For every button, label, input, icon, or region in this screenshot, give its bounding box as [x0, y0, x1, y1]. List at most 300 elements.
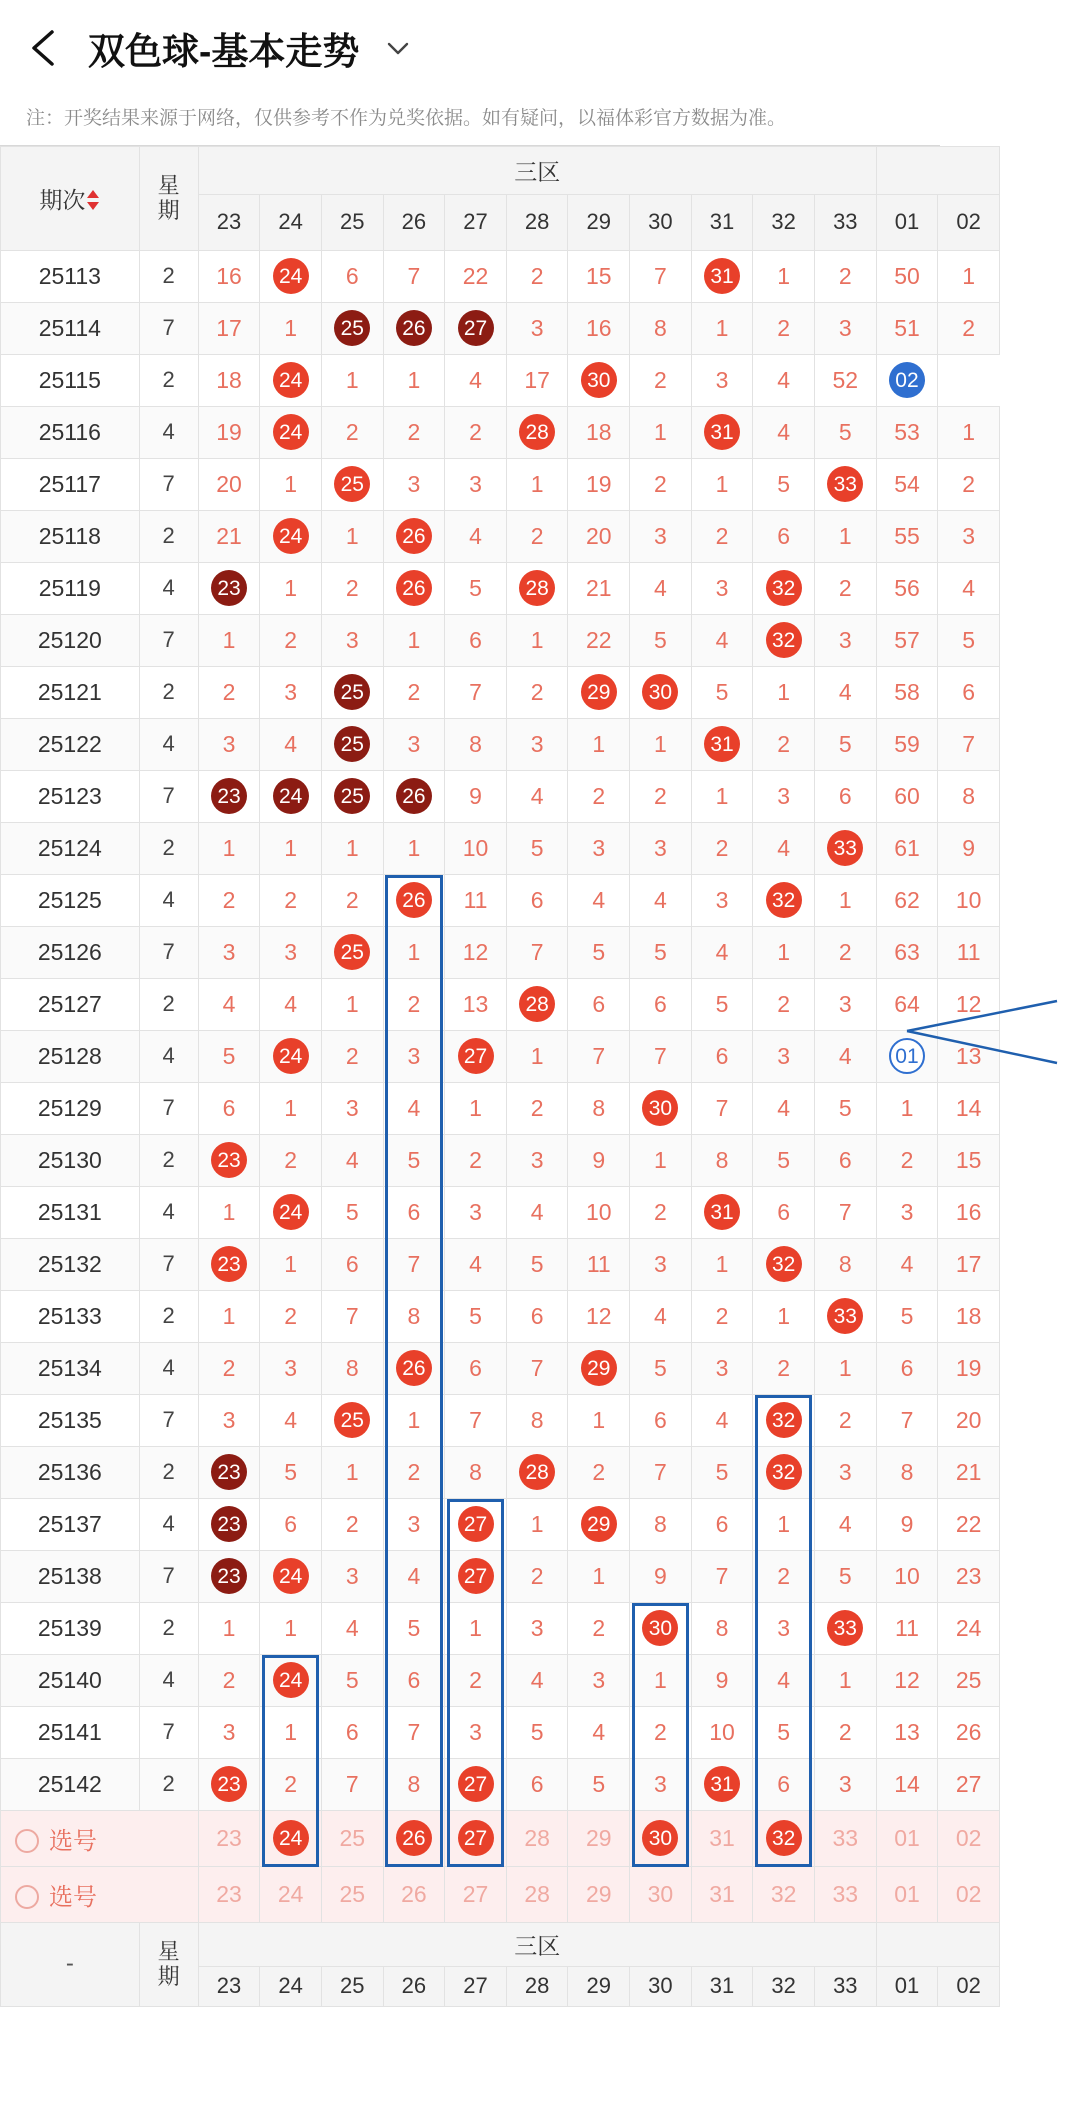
cell-25[interactable]: 6	[321, 250, 383, 302]
cell-30[interactable]: 4	[630, 1290, 692, 1342]
ball-26[interactable]: 26	[396, 570, 432, 606]
cell-24[interactable]: 5	[260, 1446, 322, 1498]
cell-23[interactable]: 3	[198, 926, 260, 978]
table-row[interactable]	[1, 666, 1000, 718]
cell-33[interactable]: 1	[814, 1342, 876, 1394]
ball-32[interactable]: 32	[766, 1402, 802, 1438]
pick-cell-24[interactable]: 24	[260, 1866, 322, 1922]
cell-26[interactable]: 3	[383, 458, 445, 510]
cell-32[interactable]: 2	[753, 1550, 815, 1602]
cell-23[interactable]: 5	[198, 1030, 260, 1082]
cell-01[interactable]: 53	[876, 406, 938, 458]
cell-01[interactable]: 6	[876, 1342, 938, 1394]
row-issue[interactable]: 25116	[1, 406, 140, 458]
cell-27[interactable]: 12	[445, 926, 507, 978]
cell-31[interactable]: 9	[691, 1654, 753, 1706]
cell-02[interactable]: 12	[938, 978, 1000, 1030]
cell-27[interactable]: 3	[445, 1706, 507, 1758]
cell-24[interactable]: 2	[260, 874, 322, 926]
ball-30[interactable]: 30	[642, 674, 678, 710]
ball-31[interactable]: 31	[704, 1194, 740, 1230]
pick-cell-23[interactable]: 23	[198, 1810, 260, 1866]
ball-23[interactable]: 23	[211, 1506, 247, 1542]
footer-col-25[interactable]: 25	[321, 1966, 383, 2006]
cell-28[interactable]: 1	[506, 1030, 568, 1082]
ball-25[interactable]: 25	[334, 726, 370, 762]
ball-24[interactable]: 24	[273, 1662, 309, 1698]
cell-24[interactable]: 1	[260, 822, 322, 874]
cell-26[interactable]: 5	[383, 1134, 445, 1186]
cell-30[interactable]: 5	[630, 926, 692, 978]
ball-32[interactable]: 32	[766, 1246, 802, 1282]
cell-02[interactable]: 11	[938, 926, 1000, 978]
col-27[interactable]: 27	[445, 194, 507, 250]
cell-27[interactable]	[445, 302, 507, 354]
cell-28[interactable]: 5	[506, 822, 568, 874]
cell-32[interactable]: 6	[753, 510, 815, 562]
cell-01[interactable]: 59	[876, 718, 938, 770]
cell-27[interactable]: 13	[445, 978, 507, 1030]
cell-33[interactable]: 5	[814, 406, 876, 458]
cell-23[interactable]	[198, 562, 260, 614]
table-row[interactable]	[1, 822, 1000, 874]
table-row[interactable]	[1, 1238, 1000, 1290]
pick-cell-02[interactable]: 02	[938, 1866, 1000, 1922]
cell-31[interactable]: 4	[691, 1394, 753, 1446]
ball-25[interactable]: 25	[334, 310, 370, 346]
cell-29[interactable]: 9	[568, 1134, 630, 1186]
cell-32[interactable]: 1	[753, 1498, 815, 1550]
cell-28[interactable]: 2	[506, 510, 568, 562]
cell-33[interactable]: 3	[814, 1758, 876, 1810]
cell-33[interactable]: 3	[814, 978, 876, 1030]
cell-32[interactable]: 1	[753, 666, 815, 718]
row-issue[interactable]: 25139	[1, 1602, 140, 1654]
cell-29[interactable]: 22	[568, 614, 630, 666]
footer-col-28[interactable]: 28	[506, 1966, 568, 2006]
cell-33[interactable]: 3	[814, 302, 876, 354]
cell-32[interactable]	[753, 1446, 815, 1498]
ball-24[interactable]: 24	[273, 518, 309, 554]
cell-27[interactable]: 3	[445, 1186, 507, 1238]
ball-23[interactable]: 23	[211, 1246, 247, 1282]
cell-33[interactable]: 3	[814, 1446, 876, 1498]
cell-30[interactable]: 5	[630, 614, 692, 666]
cell-32[interactable]: 4	[753, 822, 815, 874]
row-issue[interactable]: 25114	[1, 302, 140, 354]
cell-23[interactable]: 3	[198, 1706, 260, 1758]
pick-cell-26[interactable]: 26	[383, 1866, 445, 1922]
pick-cell-24[interactable]	[260, 1810, 322, 1866]
col-26[interactable]: 26	[383, 194, 445, 250]
ball-29[interactable]: 29	[581, 674, 617, 710]
cell-02[interactable]: 1	[938, 406, 1000, 458]
table-row[interactable]	[1, 718, 1000, 770]
ball-23[interactable]: 23	[211, 1142, 247, 1178]
cell-24[interactable]: 6	[260, 1498, 322, 1550]
cell-32[interactable]: 1	[753, 1290, 815, 1342]
cell-33[interactable]: 4	[814, 1030, 876, 1082]
cell-25[interactable]: 6	[321, 1238, 383, 1290]
cell-31[interactable]: 5	[691, 1446, 753, 1498]
cell-01[interactable]: 7	[876, 1394, 938, 1446]
pick-cell-01[interactable]: 01	[876, 1810, 938, 1866]
cell-28[interactable]: 7	[506, 926, 568, 978]
cell-23[interactable]: 1	[198, 822, 260, 874]
cell-31[interactable]	[691, 250, 753, 302]
pick-cell-31[interactable]: 31	[691, 1866, 753, 1922]
cell-28[interactable]: 6	[506, 1758, 568, 1810]
cell-25[interactable]: 7	[321, 1290, 383, 1342]
cell-26[interactable]	[383, 1342, 445, 1394]
pick-cell-28[interactable]: 28	[506, 1866, 568, 1922]
cell-30[interactable]: 2	[630, 458, 692, 510]
table-row[interactable]	[1, 1602, 1000, 1654]
cell-27[interactable]: 6	[445, 1342, 507, 1394]
cell-31[interactable]: 6	[691, 1498, 753, 1550]
cell-31[interactable]: 5	[691, 666, 753, 718]
cell-24[interactable]: 1	[260, 1238, 322, 1290]
pick-cell-29[interactable]: 29	[568, 1866, 630, 1922]
cell-01[interactable]: 57	[876, 614, 938, 666]
table-row[interactable]	[1, 458, 1000, 510]
cell-25[interactable]	[321, 718, 383, 770]
cell-02[interactable]: 8	[938, 770, 1000, 822]
cell-25[interactable]: 1	[321, 510, 383, 562]
cell-32[interactable]: 1	[753, 250, 815, 302]
cell-30[interactable]: 3	[630, 822, 692, 874]
cell-29[interactable]: 19	[568, 458, 630, 510]
cell-27[interactable]: 1	[445, 1602, 507, 1654]
row-issue[interactable]: 25128	[1, 1030, 140, 1082]
col-23[interactable]: 23	[198, 194, 260, 250]
cell-30[interactable]: 3	[630, 510, 692, 562]
cell-28[interactable]: 2	[506, 1082, 568, 1134]
row-issue[interactable]: 25121	[1, 666, 140, 718]
cell-30[interactable]	[630, 1082, 692, 1134]
cell-29[interactable]: 15	[568, 250, 630, 302]
cell-26[interactable]	[383, 770, 445, 822]
row-issue[interactable]: 25119	[1, 562, 140, 614]
table-row[interactable]	[1, 1654, 1000, 1706]
cell-32[interactable]	[753, 1238, 815, 1290]
cell-27[interactable]	[445, 1758, 507, 1810]
ball-01[interactable]: 01	[889, 1038, 925, 1074]
cell-01[interactable]: 64	[876, 978, 938, 1030]
cell-28[interactable]: 7	[506, 1342, 568, 1394]
ball-27[interactable]: 27	[458, 310, 494, 346]
ball-32[interactable]: 32	[766, 622, 802, 658]
ball-32[interactable]: 32	[766, 882, 802, 918]
cell-24[interactable]: 1	[260, 1602, 322, 1654]
cell-25[interactable]: 4	[321, 1602, 383, 1654]
cell-33[interactable]: 5	[814, 1550, 876, 1602]
cell-23[interactable]	[198, 1498, 260, 1550]
table-row[interactable]	[1, 1394, 1000, 1446]
cell-27[interactable]: 4	[445, 510, 507, 562]
cell-30[interactable]: 1	[630, 406, 692, 458]
footer-col-29[interactable]: 29	[568, 1966, 630, 2006]
cell-33[interactable]: 2	[814, 926, 876, 978]
cell-26[interactable]: 2	[383, 406, 445, 458]
cell-33[interactable]: 1	[814, 1654, 876, 1706]
cell-28[interactable]	[506, 1446, 568, 1498]
ball-24[interactable]: 24	[273, 1558, 309, 1594]
cell-24[interactable]	[260, 770, 322, 822]
cell-32[interactable]: 5	[753, 458, 815, 510]
cell-25[interactable]: 3	[321, 1550, 383, 1602]
ball-25[interactable]: 25	[334, 466, 370, 502]
cell-33[interactable]: 2	[814, 1394, 876, 1446]
cell-26[interactable]: 6	[383, 1654, 445, 1706]
cell-27[interactable]: 7	[445, 1394, 507, 1446]
cell-23[interactable]: 3	[198, 718, 260, 770]
cell-23[interactable]: 17	[198, 302, 260, 354]
pick-cell-25[interactable]: 25	[321, 1810, 383, 1866]
cell-24[interactable]: 2	[260, 1290, 322, 1342]
cell-25[interactable]: 2	[321, 562, 383, 614]
ball-25[interactable]: 25	[334, 778, 370, 814]
cell-23[interactable]: 19	[198, 406, 260, 458]
cell-24[interactable]: 4	[260, 978, 322, 1030]
col-28[interactable]: 28	[506, 194, 568, 250]
cell-02[interactable]: 4	[938, 562, 1000, 614]
cell-27[interactable]: 2	[445, 406, 507, 458]
cell-26[interactable]: 4	[383, 1082, 445, 1134]
cell-27[interactable]: 2	[445, 1134, 507, 1186]
cell-02[interactable]: 9	[938, 822, 1000, 874]
cell-24[interactable]: 1	[260, 1706, 322, 1758]
cell-29[interactable]	[568, 666, 630, 718]
table-row[interactable]	[1, 302, 1000, 354]
cell-26[interactable]: 3	[383, 1498, 445, 1550]
cell-28[interactable]: 2	[506, 1550, 568, 1602]
cell-24[interactable]	[260, 1550, 322, 1602]
cell-33[interactable]	[814, 1290, 876, 1342]
cell-29[interactable]: 21	[568, 562, 630, 614]
cell-25[interactable]: 6	[321, 1706, 383, 1758]
cell-25[interactable]: 2	[321, 874, 383, 926]
ball-28[interactable]: 28	[519, 1454, 555, 1490]
table-row[interactable]	[1, 1134, 1000, 1186]
cell-01[interactable]: 10	[876, 1550, 938, 1602]
ball-23[interactable]: 23	[211, 1558, 247, 1594]
cell-31[interactable]: 3	[691, 562, 753, 614]
ball-24[interactable]: 24	[273, 258, 309, 294]
cell-28[interactable]: 1	[506, 614, 568, 666]
cell-31[interactable]: 4	[691, 614, 753, 666]
footer-col-01[interactable]: 01	[876, 1966, 938, 2006]
cell-29[interactable]: 18	[568, 406, 630, 458]
pick-cell-27[interactable]: 27	[445, 1866, 507, 1922]
row-issue[interactable]: 25133	[1, 1290, 140, 1342]
row-issue[interactable]: 25142	[1, 1758, 140, 1810]
cell-02[interactable]: 17	[938, 1238, 1000, 1290]
cell-30[interactable]: 2	[630, 354, 692, 406]
cell-33[interactable]: 5	[814, 718, 876, 770]
table-row[interactable]	[1, 1706, 1000, 1758]
pick-cell-26[interactable]	[383, 1810, 445, 1866]
cell-28[interactable]	[506, 562, 568, 614]
cell-27[interactable]	[445, 1550, 507, 1602]
ball-26[interactable]: 26	[396, 1350, 432, 1386]
cell-28[interactable]	[506, 406, 568, 458]
cell-31[interactable]: 1	[691, 302, 753, 354]
cell-02[interactable]: 16	[938, 1186, 1000, 1238]
cell-28[interactable]: 3	[506, 718, 568, 770]
cell-23[interactable]: 21	[198, 510, 260, 562]
cell-32[interactable]: 4	[753, 1082, 815, 1134]
footer-col-23[interactable]: 23	[198, 1966, 260, 2006]
footer-col-33[interactable]: 33	[814, 1966, 876, 2006]
cell-33[interactable]: 2	[814, 250, 876, 302]
cell-27[interactable]	[445, 1498, 507, 1550]
footer-col-26[interactable]: 26	[383, 1966, 445, 2006]
ball-28[interactable]: 28	[519, 570, 555, 606]
cell-28[interactable]	[506, 978, 568, 1030]
cell-30[interactable]: 9	[630, 1550, 692, 1602]
cell-28[interactable]: 4	[506, 1186, 568, 1238]
cell-01[interactable]: 50	[876, 250, 938, 302]
cell-26[interactable]: 5	[383, 1602, 445, 1654]
cell-26[interactable]	[383, 302, 445, 354]
cell-31[interactable]: 1	[691, 770, 753, 822]
cell-28[interactable]: 1	[506, 1498, 568, 1550]
cell-27[interactable]: 5	[445, 1290, 507, 1342]
cell-27[interactable]: 1	[445, 1082, 507, 1134]
cell-29[interactable]: 20	[568, 510, 630, 562]
table-row[interactable]	[1, 562, 1000, 614]
cell-33[interactable]: 4	[814, 1498, 876, 1550]
footer-col-32[interactable]: 32	[753, 1966, 815, 2006]
col-29[interactable]: 29	[568, 194, 630, 250]
footer-col-24[interactable]: 24	[260, 1966, 322, 2006]
cell-30[interactable]: 8	[630, 302, 692, 354]
cell-32[interactable]: 6	[753, 1186, 815, 1238]
row-issue[interactable]: 25120	[1, 614, 140, 666]
cell-25[interactable]: 2	[321, 406, 383, 458]
ball-30[interactable]: 30	[642, 1090, 678, 1126]
cell-31[interactable]: 5	[691, 978, 753, 1030]
cell-25[interactable]: 1	[321, 354, 383, 406]
row-issue[interactable]: 25113	[1, 250, 140, 302]
table-row[interactable]	[1, 1030, 1000, 1082]
cell-32[interactable]: 4	[753, 406, 815, 458]
cell-33[interactable]: 1	[814, 874, 876, 926]
cell-02[interactable]: 22	[938, 1498, 1000, 1550]
cell-26[interactable]: 2	[383, 1446, 445, 1498]
row-issue[interactable]: 25124	[1, 822, 140, 874]
cell-27[interactable]: 11	[445, 874, 507, 926]
cell-02[interactable]: 18	[938, 1290, 1000, 1342]
cell-29[interactable]: 1	[568, 1394, 630, 1446]
cell-30[interactable]	[630, 666, 692, 718]
pick-cell-32[interactable]	[753, 1810, 815, 1866]
cell-29[interactable]: 10	[568, 1186, 630, 1238]
cell-27[interactable]: 4	[445, 354, 507, 406]
chevron-down-icon[interactable]	[383, 33, 413, 63]
cell-31[interactable]: 2	[691, 1290, 753, 1342]
cell-33[interactable]	[814, 458, 876, 510]
ball-26[interactable]: 26	[396, 518, 432, 554]
pick-radio-label[interactable]	[1, 1810, 199, 1866]
ball-24[interactable]: 24	[273, 1194, 309, 1230]
ball-02[interactable]: 02	[889, 362, 925, 398]
cell-33[interactable]: 52	[814, 354, 876, 406]
cell-33[interactable]: 4	[814, 666, 876, 718]
cell-27[interactable]: 10	[445, 822, 507, 874]
cell-31[interactable]: 3	[691, 1342, 753, 1394]
cell-30[interactable]: 8	[630, 1498, 692, 1550]
ball-24[interactable]: 24	[273, 778, 309, 814]
cell-01[interactable]: 63	[876, 926, 938, 978]
cell-28[interactable]: 8	[506, 1394, 568, 1446]
cell-29[interactable]: 4	[568, 1706, 630, 1758]
cell-23[interactable]: 1	[198, 1602, 260, 1654]
ball-27[interactable]: 27	[458, 1766, 494, 1802]
cell-25[interactable]	[321, 926, 383, 978]
cell-23[interactable]: 3	[198, 1394, 260, 1446]
cell-02[interactable]: 10	[938, 874, 1000, 926]
cell-25[interactable]: 4	[321, 1134, 383, 1186]
cell-25[interactable]: 1	[321, 1446, 383, 1498]
cell-32[interactable]: 6	[753, 1758, 815, 1810]
pick-cell-31[interactable]: 31	[691, 1810, 753, 1866]
row-issue[interactable]: 25131	[1, 1186, 140, 1238]
cell-30[interactable]: 4	[630, 562, 692, 614]
cell-02[interactable]: 7	[938, 718, 1000, 770]
cell-26[interactable]: 8	[383, 1290, 445, 1342]
cell-28[interactable]: 3	[506, 302, 568, 354]
table-row[interactable]	[1, 1498, 1000, 1550]
cell-25[interactable]: 8	[321, 1342, 383, 1394]
cell-01[interactable]: 2	[876, 1134, 938, 1186]
ball-30[interactable]: 30	[642, 1610, 678, 1646]
cell-01[interactable]: 58	[876, 666, 938, 718]
cell-01[interactable]: 56	[876, 562, 938, 614]
pick-ball-24[interactable]: 24	[273, 1820, 309, 1856]
col-02[interactable]: 02	[938, 194, 1000, 250]
ball-30[interactable]: 30	[581, 362, 617, 398]
cell-31[interactable]	[691, 406, 753, 458]
cell-27[interactable]: 7	[445, 666, 507, 718]
cell-26[interactable]: 1	[383, 614, 445, 666]
row-issue[interactable]: 25134	[1, 1342, 140, 1394]
ball-32[interactable]: 32	[766, 570, 802, 606]
col-31[interactable]: 31	[691, 194, 753, 250]
row-issue[interactable]: 25132	[1, 1238, 140, 1290]
cell-28[interactable]: 4	[506, 770, 568, 822]
cell-26[interactable]	[383, 510, 445, 562]
cell-32[interactable]: 2	[753, 1342, 815, 1394]
ball-26[interactable]: 26	[396, 882, 432, 918]
footer-col-02[interactable]: 02	[938, 1966, 1000, 2006]
table-row[interactable]	[1, 926, 1000, 978]
cell-33[interactable]: 2	[814, 1706, 876, 1758]
cell-33[interactable]	[814, 822, 876, 874]
ball-24[interactable]: 24	[273, 414, 309, 450]
cell-32[interactable]: 4	[753, 1654, 815, 1706]
ball-28[interactable]: 28	[519, 414, 555, 450]
cell-02[interactable]: 15	[938, 1134, 1000, 1186]
footer-col-31[interactable]: 31	[691, 1966, 753, 2006]
cell-02[interactable]: 21	[938, 1446, 1000, 1498]
cell-24[interactable]: 1	[260, 562, 322, 614]
cell-33[interactable]: 2	[814, 562, 876, 614]
cell-24[interactable]	[260, 406, 322, 458]
cell-24[interactable]	[260, 510, 322, 562]
cell-01[interactable]: 54	[876, 458, 938, 510]
